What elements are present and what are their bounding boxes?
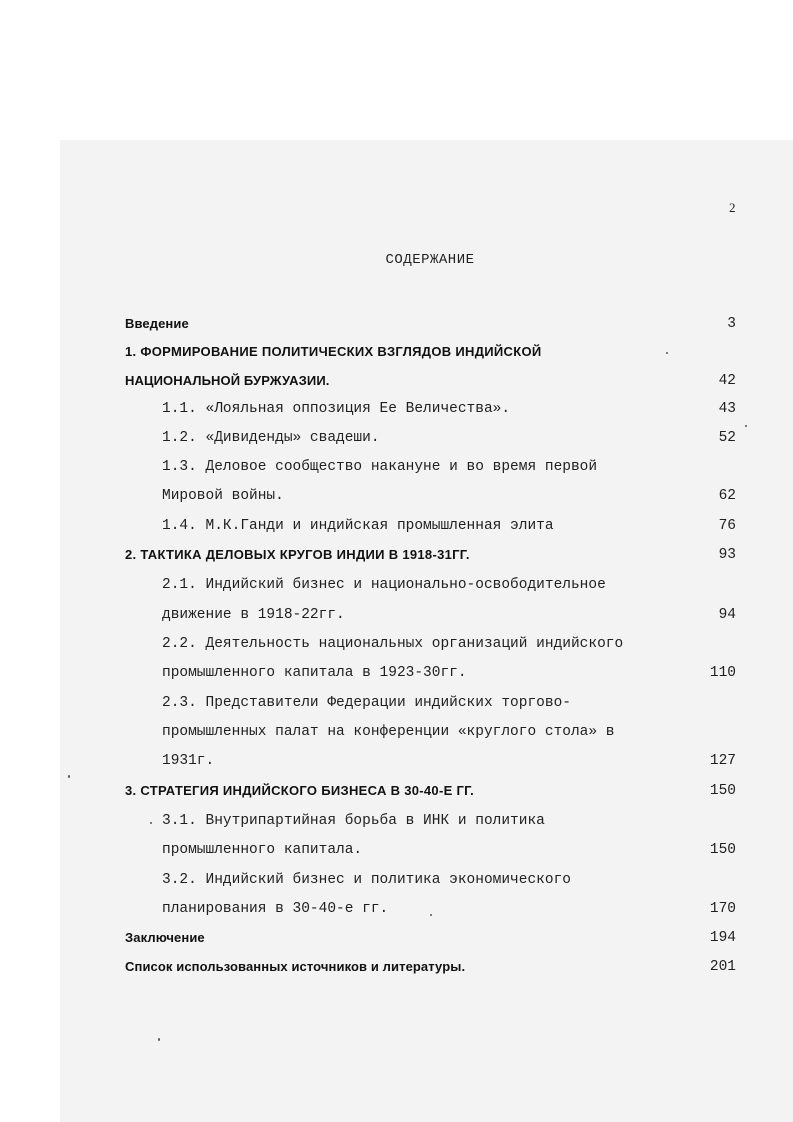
toc-entry-2-3: 2.3. Представители Федерации индийских торгово- bbox=[162, 695, 571, 711]
scan-speck bbox=[68, 775, 70, 778]
toc-entry-2-2: 2.2. Деятельность национальных организаций индийского bbox=[162, 636, 624, 652]
scan-speck bbox=[150, 822, 152, 824]
scan-speck bbox=[430, 914, 432, 916]
toc-entry-3-2-cont: планирования в 30-40-е гг. bbox=[162, 901, 389, 917]
toc-entry-2-3-cont2: 1931г. bbox=[162, 753, 215, 769]
toc-entry-2-3-cont: промышленных палат на конференции «круглого стола» в bbox=[162, 724, 615, 740]
toc-page-2-1: 94 bbox=[718, 607, 736, 623]
toc-entry-3-2: 3.2. Индийский бизнес и политика экономического bbox=[162, 872, 571, 888]
page-number: 2 bbox=[729, 200, 736, 215]
scan-speck bbox=[745, 425, 747, 427]
toc-page-2-3: 127 bbox=[709, 753, 736, 769]
toc-page-chapter-3: 150 bbox=[709, 783, 736, 799]
toc-entry-2-2-cont: промышленного капитала в 1923-30гг. bbox=[162, 665, 467, 681]
toc-page-1-3: 62 bbox=[718, 488, 736, 504]
toc-page-conclusion: 194 bbox=[709, 930, 736, 946]
toc-entry-1-1: 1.1. «Лояльная оппозиция Ее Величества». bbox=[162, 401, 511, 417]
toc-page-2-2: 110 bbox=[709, 665, 736, 681]
toc-entry-chapter-2: 2. ТАКТИКА ДЕЛОВЫХ КРУГОВ ИНДИИ В 1918-31ГГ. bbox=[125, 547, 470, 562]
toc-page-1-4: 76 bbox=[718, 518, 736, 534]
toc-page-1-2: 52 bbox=[718, 430, 736, 446]
toc-page-chapter-2: 93 bbox=[718, 547, 736, 563]
toc-entry-conclusion: Заключение bbox=[125, 930, 205, 945]
toc-entry-bibliography: Список использованных источников и литературы. bbox=[125, 959, 466, 974]
toc-entry-3-1-cont: промышленного капитала. bbox=[162, 842, 363, 858]
toc-page-3-1: 150 bbox=[709, 842, 736, 858]
toc-page-3-2: 170 bbox=[709, 901, 736, 917]
toc-entry-1-4: 1.4. М.К.Ганди и индийская промышленная элита bbox=[162, 518, 554, 534]
toc-entry-chapter-1-cont: НАЦИОНАЛЬНОЙ БУРЖУАЗИИ. bbox=[125, 373, 330, 388]
scan-speck bbox=[666, 352, 668, 354]
toc-entry-1-3: 1.3. Деловое сообщество накануне и во время первой bbox=[162, 459, 598, 475]
toc-entry-introduction: Введение bbox=[125, 316, 189, 331]
toc-entry-2-1: 2.1. Индийский бизнес и национально-освободительное bbox=[162, 577, 606, 593]
toc-entry-chapter-3: 3. СТРАТЕГИЯ ИНДИЙСКОГО БИЗНЕСА В 30-40-Е ГГ. bbox=[125, 783, 475, 798]
scan-speck bbox=[158, 1038, 160, 1041]
toc-page-chapter-1: 42 bbox=[718, 373, 736, 389]
toc-page-introduction: 3 bbox=[727, 316, 736, 332]
toc-entry-2-1-cont: движение в 1918-22гг. bbox=[162, 607, 345, 623]
toc-entry-3-1: 3.1. Внутрипартийная борьба в ИНК и политика bbox=[162, 813, 545, 829]
toc-title: СОДЕРЖАНИЕ bbox=[385, 252, 475, 268]
toc-page-1-1: 43 bbox=[718, 401, 736, 417]
toc-entry-1-2: 1.2. «Дивиденды» свадеши. bbox=[162, 430, 380, 446]
toc-page-bibliography: 201 bbox=[709, 959, 736, 975]
toc-entry-1-3-cont: Мировой войны. bbox=[162, 488, 284, 504]
toc-entry-chapter-1: 1. ФОРМИРОВАНИЕ ПОЛИТИЧЕСКИХ ВЗГЛЯДОВ ИНДИЙСКОЙ bbox=[125, 344, 542, 359]
